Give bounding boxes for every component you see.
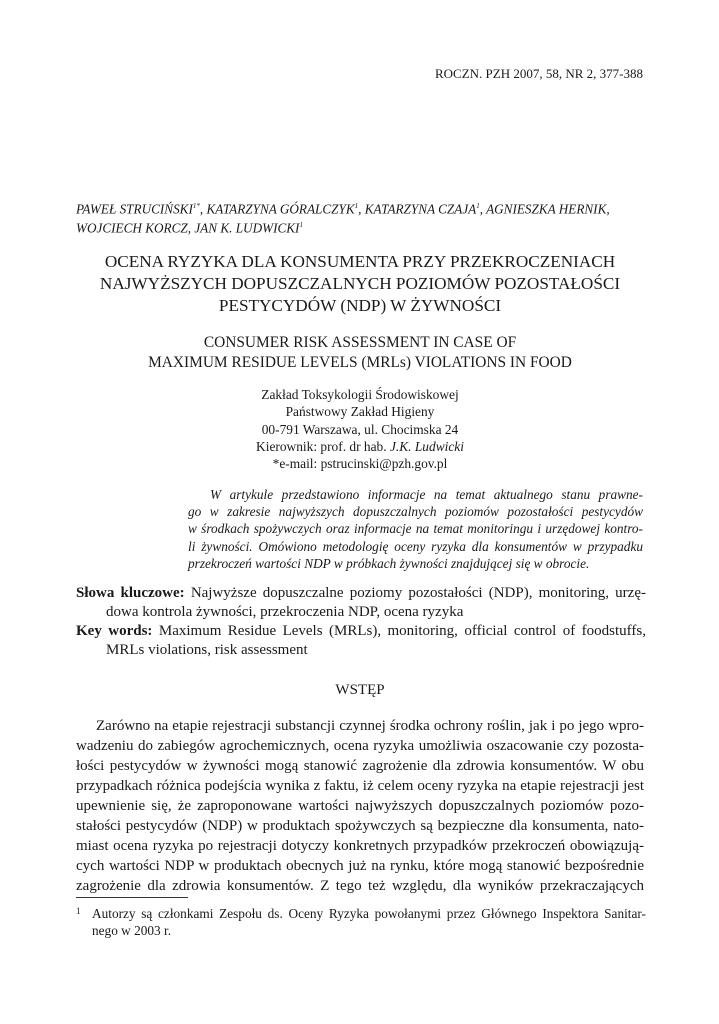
keywords-line: MRLs violations, risk assessment — [106, 642, 308, 658]
author-name: PAWEŁ STRUCIŃSKI — [76, 201, 193, 217]
abstract — [188, 486, 643, 572]
title-english — [76, 333, 644, 373]
author-affiliation-mark: 1 — [299, 221, 303, 230]
affiliation-email: *e-mail: pstrucinski@pzh.gov.pl — [272, 456, 448, 472]
footnote-line: nego w 2003 r. — [92, 923, 172, 938]
affiliation-head — [76, 438, 644, 455]
author-name: , KATARZYNA CZAJA — [358, 201, 477, 217]
title-line: MAXIMUM RESIDUE LEVELS (MRLs) VIOLATIONS IN FOOD — [148, 354, 572, 371]
body-line: Zarówno na etapie rejestracji substancji czynnej środka ochrony roślin, jak i po jego wpro- — [96, 718, 644, 734]
author-name: WOJCIECH KORCZ, JAN K. LUDWICKI — [76, 220, 300, 236]
keywords-line: Słowa kluczowe: Najwyższe dopuszczalne poziomy pozostałości (NDP), monitoring, urzę- — [76, 585, 646, 601]
keywords-label: Key words: — [76, 623, 153, 639]
section-heading: WSTĘP — [335, 682, 385, 698]
footnote-divider — [76, 897, 188, 898]
body-line: przypadkach różnica podejścia wynika z faktu, iż celem oceny ryzyka na etapie rejestracji jest — [76, 778, 644, 794]
abstract-line: W artykule przedstawiono informacje na temat aktualnego stanu prawne- — [210, 487, 643, 502]
body-line: łości pestycydów w żywności mogą stanowić zagrożenie dla zdrowia konsumentów. W obu — [76, 758, 644, 774]
journal-reference: ROCZN. PZH 2007, 58, NR 2, 377-388 — [434, 66, 643, 81]
keywords-line: Key words: Maximum Residue Levels (MRLs), monitoring, official control of foodstuffs, — [76, 623, 646, 639]
author-list — [76, 198, 646, 237]
head-name: J.K. Ludwicki — [389, 438, 464, 454]
footnote-mark: 1 — [76, 906, 81, 916]
title-polish — [76, 251, 644, 317]
affiliation-block — [76, 386, 644, 472]
body-line: wadzeniu do zabiegów agrochemicznych, ocena ryzyka umożliwia oszacowanie czy pozosta- — [76, 738, 644, 754]
abstract-line: go w zakresie najwyższych dopuszczalnych poziomów pozostałości pestycydów — [188, 504, 643, 520]
author-affiliation-mark: 1 — [476, 202, 480, 210]
author-name: , AGNIESZKA HERNIK, — [479, 201, 610, 217]
author-name: , KATARZYNA GÓRALCZYK — [199, 201, 355, 217]
keywords-label: Słowa kluczowe: — [76, 585, 185, 601]
author-affiliation-mark: 1 — [354, 202, 359, 210]
footnote — [76, 905, 646, 939]
head-prefix: Kierownik: prof. dr hab. — [256, 438, 387, 454]
body-line: cych wartości NDP w produktach obecnych już na rynku, które mogą stanowić bezpośrednie — [76, 858, 644, 874]
affiliation-address: 00-791 Warszawa, ul. Chocimska 24 — [261, 421, 459, 437]
title-line: CONSUMER RISK ASSESSMENT IN CASE OF — [203, 334, 517, 351]
title-line: OCENA RYZYKA DLA KONSUMENTA PRZY PRZEKROCZENIACH — [104, 252, 616, 271]
footnote-line: Autorzy są członkami Zespołu ds. Oceny Ryzyka powołanymi przez Głównego Inspektora Sanitar- — [92, 906, 646, 921]
body-line: upewnienie się, że zaproponowane wartości najwyższych dopuszczalnych poziomów pozo- — [76, 798, 644, 814]
abstract-line: przekroczeń wartości NDP w próbkach żywności znajdującej się w obrocie. — [188, 555, 590, 571]
keywords-polish — [76, 584, 646, 622]
keywords-english — [76, 622, 646, 660]
title-line: PESTYCYDÓW (NDP) W ŻYWNOŚCI — [218, 296, 502, 315]
abstract-line: w środkach spożywczych oraz informacje na temat monitoringu i urzędowej kontro- — [188, 521, 643, 537]
author-affiliation-mark: 1* — [192, 202, 200, 210]
keywords-line: dowa kontrola żywności, przekroczenia NDP, ocena ryzyka — [106, 604, 464, 620]
body-paragraph — [76, 716, 644, 896]
title-line: NAJWYŻSZYCH DOPUSZCZALNYCH POZIOMÓW POZOSTAŁOŚCI — [99, 274, 621, 293]
affiliation-institute: Państwowy Zakład Higieny — [285, 404, 435, 420]
abstract-line: li żywności. Omówiono metodologię oceny ryzyka dla konsumentów w przypadku — [188, 538, 643, 554]
affiliation-department: Zakład Toksykologii Środowiskowej — [261, 387, 459, 402]
body-line: stałości pestycydów (NDP) w produktach spożywczych są bezpieczne dla konsumenta, nato- — [76, 818, 644, 834]
body-line: miast ocena ryzyka po rejestracji dotyczy konkretnych przypadków przekroczeń obowiązują- — [76, 838, 644, 854]
body-line: zagrożenie dla zdrowia konsumentów. Z tego też względu, dla wyników przekraczających — [76, 878, 644, 894]
